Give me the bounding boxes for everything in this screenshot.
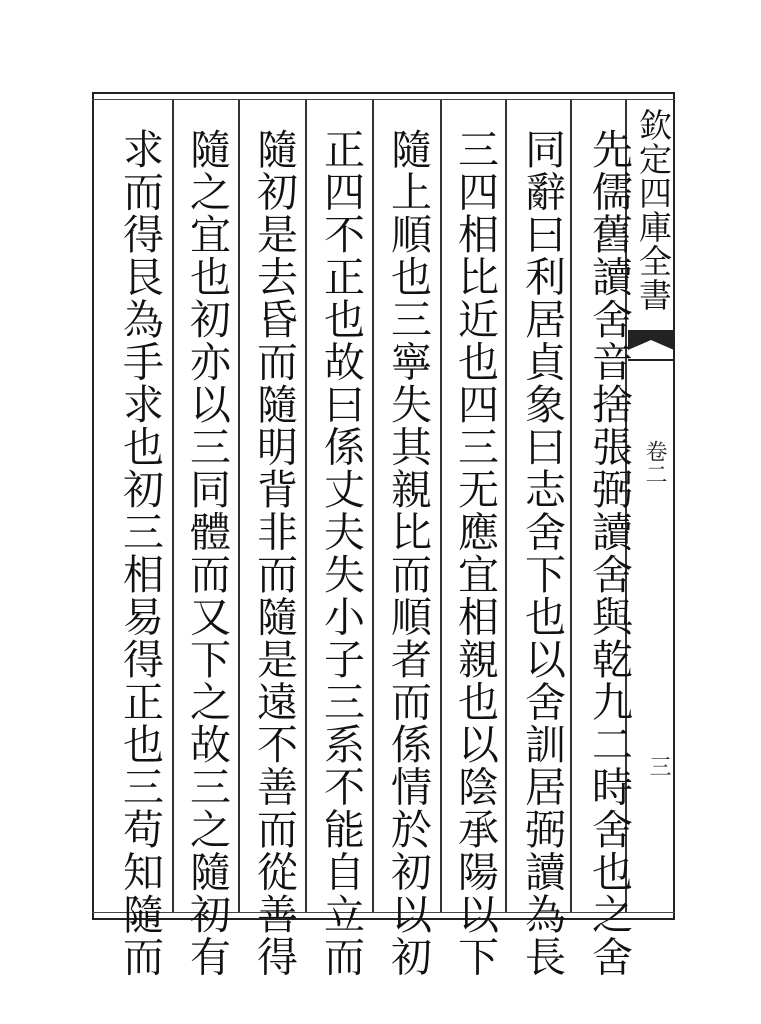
column-rule	[172, 100, 174, 912]
text-column-4: 隨上順也三寧失其親比而順者而係情於初以初	[384, 128, 432, 978]
top-rule	[92, 99, 675, 100]
text-column-6: 隨初是去昏而隨明背非而隨是遠不善而從善得	[250, 128, 298, 978]
volume-number: 卷二	[642, 440, 667, 486]
text-column-1: 先儒舊讀舍音捨張弼讀舍與乾九二時舍也之舍	[585, 128, 633, 978]
text-column-8: 求而得艮為手求也初三相易得正也三苟知隨而	[116, 128, 164, 978]
text-column-2: 同辭曰利居貞象曰志舍下也以舍訓居弼讀為長	[518, 128, 566, 978]
book-title: 欽定四庫全書	[634, 108, 673, 312]
text-column-3: 三四相比近也四三无應宜相親也以陰承陽以下	[451, 128, 499, 978]
text-column-5: 正四不正也故曰係丈夫失小子三系不能自立而	[317, 128, 365, 978]
leaf-number: 三	[646, 755, 671, 777]
column-rule	[440, 100, 442, 912]
text-column-7: 隨之宜也初亦以三同體而又下之故三之隨初有	[183, 128, 231, 978]
